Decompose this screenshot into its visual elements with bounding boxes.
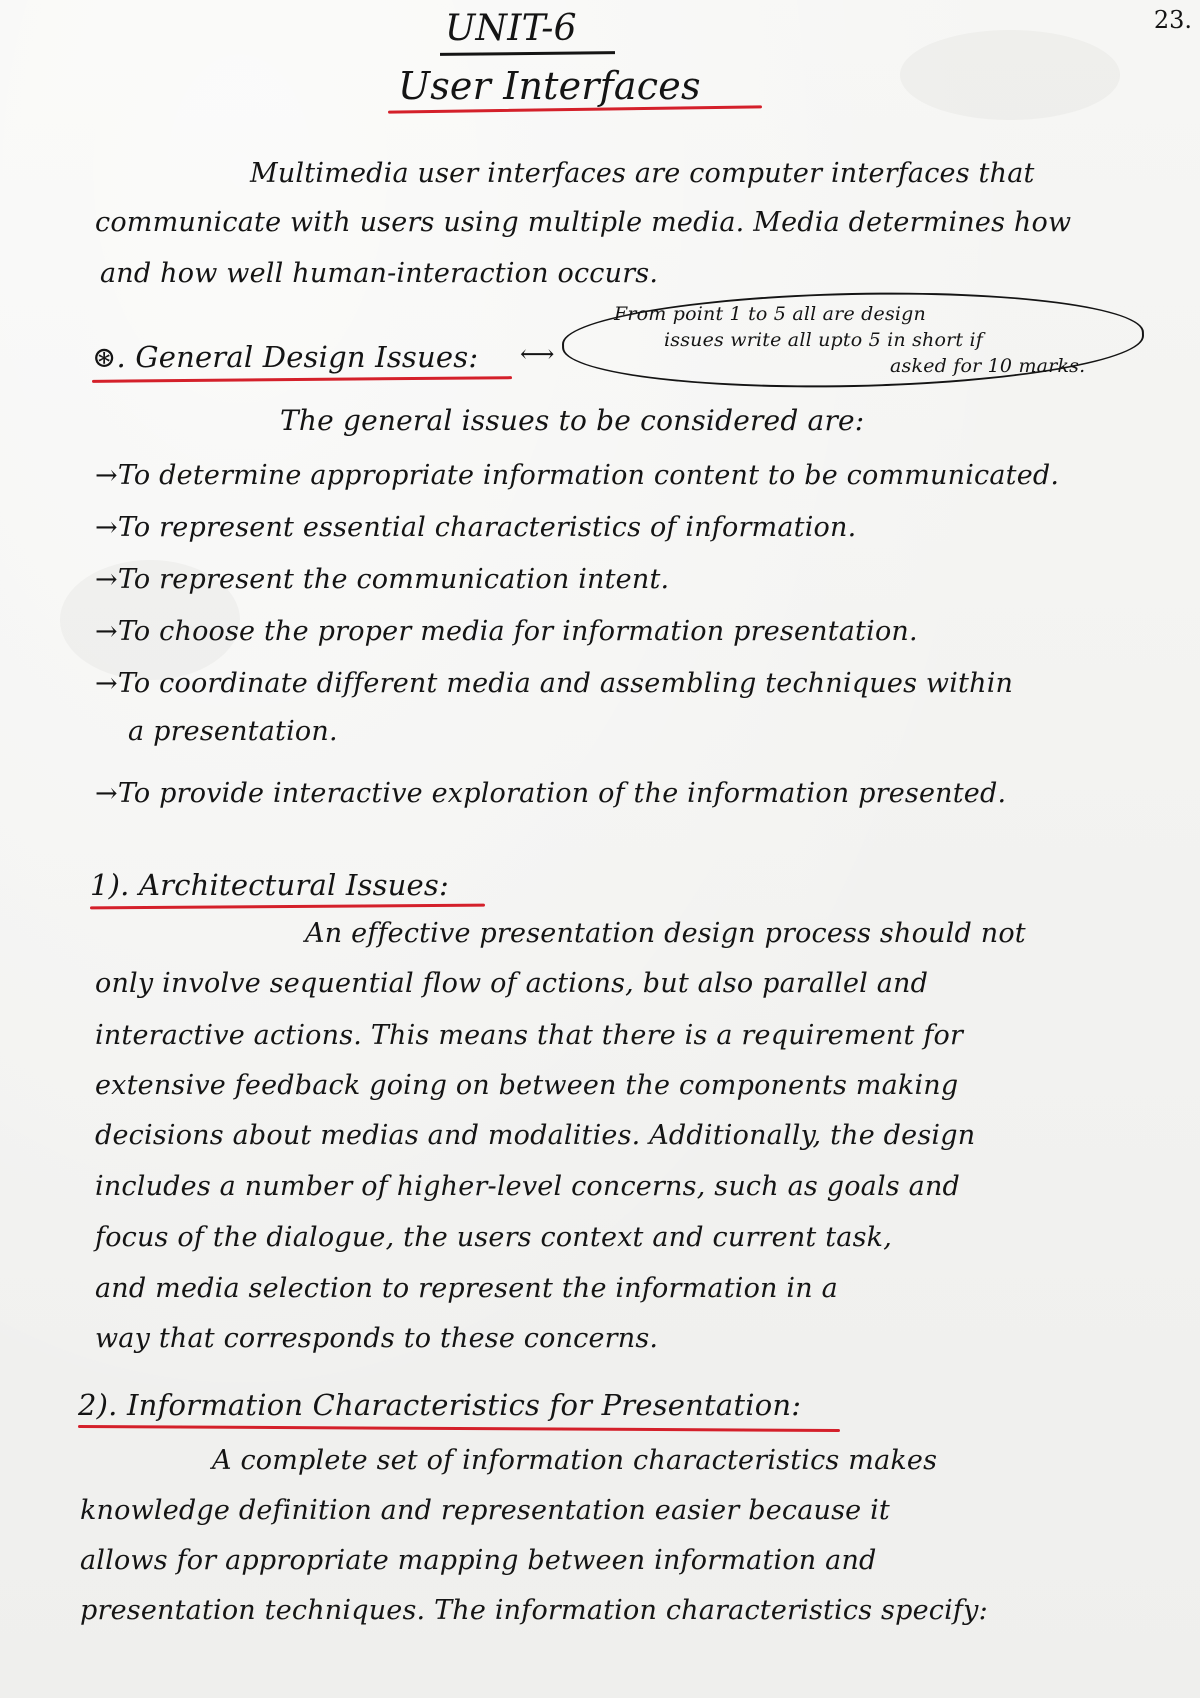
architectural-line: extensive feedback going on between the components making	[95, 1070, 959, 1101]
issue-bullet: →To represent essential characteristics of information.	[95, 512, 857, 543]
issue-bullet: →To represent the communication intent.	[95, 564, 670, 595]
architectural-line: decisions about medias and modalities. Additionally, the design	[95, 1120, 976, 1151]
information-line: A complete set of information characteristics makes	[212, 1445, 938, 1476]
unit-title-underline	[440, 51, 615, 56]
architectural-line: An effective presentation design process should not	[305, 918, 1026, 949]
architectural-line: includes a number of higher-level concerns, such as goals and	[95, 1171, 961, 1202]
information-line: allows for appropriate mapping between information and	[80, 1545, 877, 1576]
general-subhead: The general issues to be considered are:	[280, 404, 865, 437]
heading-underline	[78, 1425, 840, 1432]
issue-bullet-continuation: a presentation.	[128, 716, 338, 747]
heading-underline	[90, 904, 485, 910]
architectural-issues-heading: 1). Architectural Issues:	[90, 868, 449, 902]
general-design-heading: ⊛. General Design Issues:	[92, 340, 479, 374]
architectural-line: focus of the dialogue, the users context and current task,	[95, 1222, 892, 1253]
margin-note-line: asked for 10 marks.	[890, 355, 1086, 377]
page-number: 23.	[1153, 6, 1192, 34]
paper-smudge	[900, 30, 1120, 120]
margin-note-line: issues write all upto 5 in short if	[664, 329, 983, 351]
page-title: User Interfaces	[398, 64, 701, 108]
information-line: presentation techniques. The information characteristics specify:	[80, 1595, 988, 1626]
information-characteristics-heading: 2). Information Characteristics for Presentation:	[78, 1388, 802, 1422]
margin-note-line: From point 1 to 5 all are design	[614, 303, 926, 325]
double-arrow-icon: ⟷	[520, 340, 555, 368]
information-line: knowledge definition and representation easier because it	[80, 1495, 890, 1526]
issue-bullet: →To provide interactive exploration of the information presented.	[95, 778, 1007, 809]
issue-bullet: →To choose the proper media for information presentation.	[95, 616, 918, 647]
heading-underline	[92, 376, 512, 383]
architectural-line: way that corresponds to these concerns.	[95, 1323, 659, 1354]
intro-line: and how well human-interaction occurs.	[100, 258, 659, 289]
architectural-line: only involve sequential flow of actions, but also parallel and	[95, 968, 929, 999]
issue-bullet: →To coordinate different media and assembling techniques within	[95, 668, 1014, 699]
intro-line: communicate with users using multiple media. Media determines how	[95, 207, 1072, 238]
unit-title: UNIT-6	[445, 8, 577, 49]
architectural-line: and media selection to represent the information in a	[95, 1273, 838, 1304]
intro-line: Multimedia user interfaces are computer interfaces that	[250, 158, 1035, 189]
architectural-line: interactive actions. This means that there is a requirement for	[95, 1020, 964, 1051]
issue-bullet: →To determine appropriate information content to be communicated.	[95, 460, 1060, 491]
